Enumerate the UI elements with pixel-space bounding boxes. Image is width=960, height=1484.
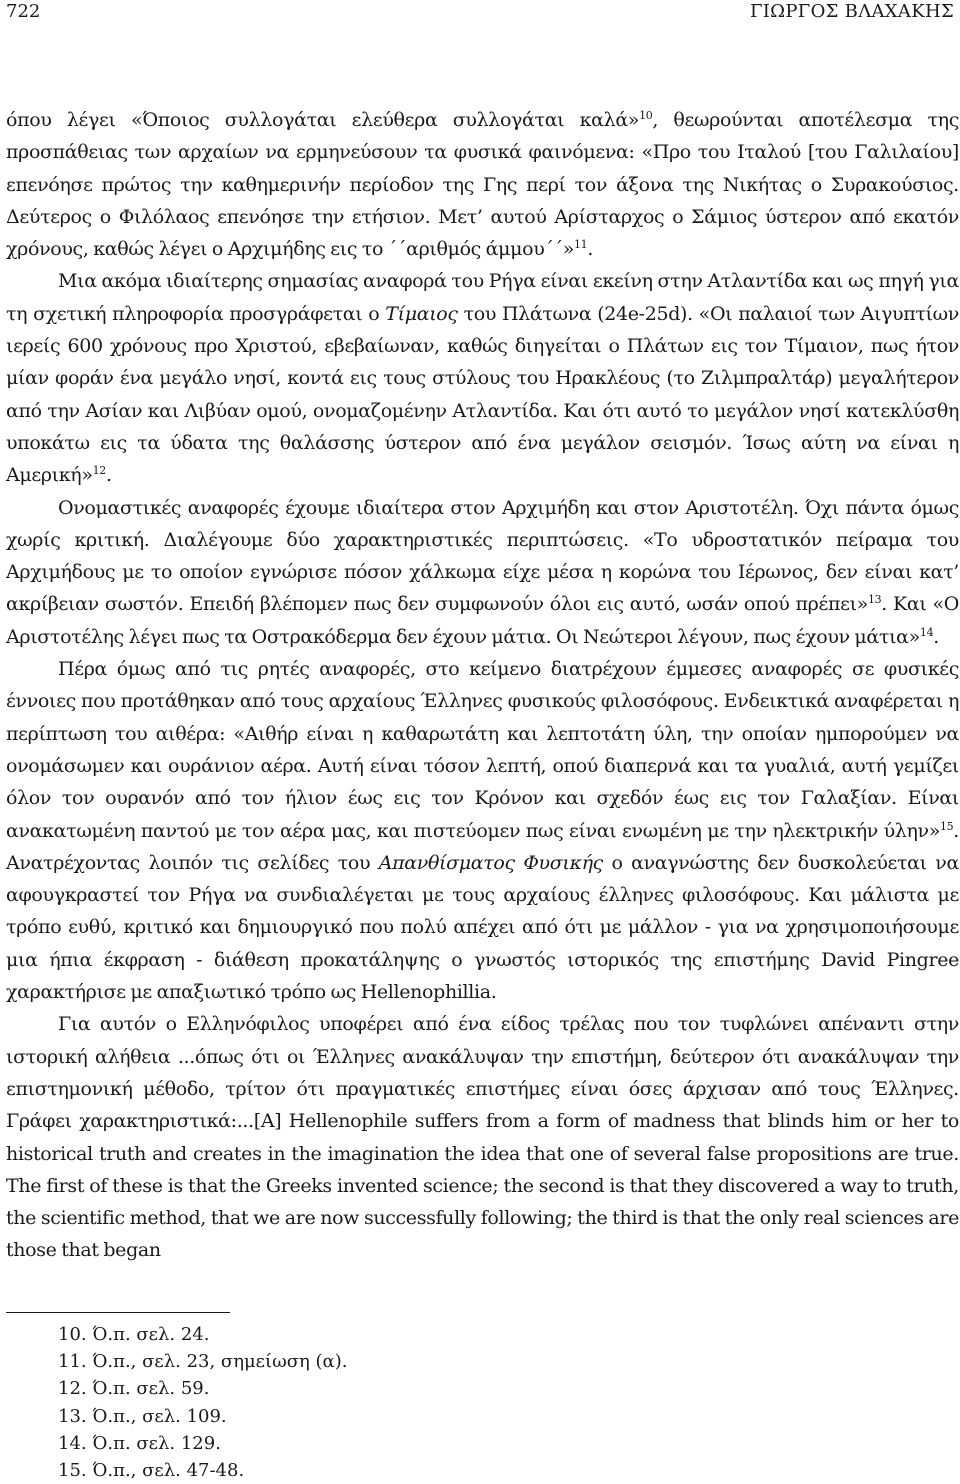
footnote: 12. Ό.π. σελ. 59. bbox=[58, 1378, 210, 1400]
footnote: 14. Ό.π. σελ. 129. bbox=[58, 1432, 221, 1454]
running-head-author: ΓΙΩΡΓΟΣ ΒΛΑΧΑΚΗΣ bbox=[749, 1, 954, 22]
footnote: 13. Ό.π., σελ. 109. bbox=[58, 1405, 227, 1427]
running-head bbox=[0, 0, 960, 24]
paragraph: Για αυτόν ο Ελληνόφιλος υποφέρει από ένα είδος τρέλας που τον τυφλώνει απέναντι στην ιστορική αλήθεια ...όπως ότι οι Έλληνες ανακάλυψαν την επιστήμη, δεύτερον ότι ανακάλυψαν την επιστημονική μέθοδο, τρίτον ότι πραγματικές επιστήμες είναι όσες άρχισαν από τους Έλληνες. Γράφει χαρακτηριστικά:...[A] Hellenophile suffers from a form of madness that blinds him or her to historical truth and creates in the imagination the idea that one of several false propositions are true. The first of these is that the Greeks invented science; the second is that they discovered a way to truth, the scientific method, that we are now successfully following; the third is that the only real sciences are those that began bbox=[6, 1013, 959, 1262]
footnote-ref[interactable]: 13 bbox=[867, 593, 882, 607]
work-title: Απανθίσματος Φυσικής bbox=[378, 851, 603, 874]
paragraph: Ονομαστικές αναφορές έχουμε ιδιαίτερα στον Αρχιμήδη και στον Αριστοτέλη. Όχι πάντα όμως χωρίς κριτική. Διαλέγουμε δύο χαρακτηριστικές περιπτώσεις. «Το υδροστατικόν πείραμα του Αρχιμήδους με το οποίον εγνώρισε πόσον χάλκωμα είχε μέσα η κορώνα του Ιέρωνος, δεν είναι κατ’ ακρίβειαν σωστόν. Επειδή βλέπομεν πως δεν συμφωνούν όλοι εις αυτό, ωσάν οπού πρέπει»$^{13}$. Και «Ο Αριστοτέλης λέγει πως τα Οστρακόδερμα δεν έχουν μάτια. Οι Νεώτεροι λέγουν, πως έχουν μάτια»$^{14}$. bbox=[6, 496, 960, 648]
page-number: 722 bbox=[6, 1, 41, 22]
paragraph: Μια ακόμα ιδιαίτερης σημασίας αναφορά του Ρήγα είναι εκείνη στην Ατλαντίδα και ως πηγή για τη σχετική πληροφορία προσγράφεται ο Τίμαιος του Πλάτωνα (24e-25d). «Οι παλαιοί των Αιγυπτίων ιερείς 600 χρόνους προ Χριστού, εβεβαίωναν, καθώς διηγείται ο Πλάτων εις τον Τίμαιον, πως ήτον μίαν φοράν ένα μεγάλο νησί, κοντά εις τους στύλους του Ηρακλέους (το Ζιλμπραλτάρ) μεγαλήτερον από την Ασίαν και Λιβύαν ομού, ονομαζομένην Ατλαντίδα. Και ότι αυτό το μεγάλον νησί κατεκλύσθη υποκάτω εις τα ύδατα της θαλάσσης ύστερον από ένα μεγάλον σεισμόν. Ίσως αύτη να είναι η Αμερική»$^{12}$. bbox=[6, 270, 960, 487]
work-title: Τίμαιος bbox=[385, 302, 458, 325]
footnote-ref[interactable]: 11 bbox=[574, 238, 588, 252]
footnote: 10. Ό.π. σελ. 24. bbox=[58, 1324, 210, 1345]
paragraph: όπου λέγει «Όποιος συλλογάται ελεύθερα συλλογάται καλά»$^{10}$, θεωρούνται αποτέλεσμα της προσπάθειας των αρχαίων να ερμηνεύσουν τα φυσικά φαινόμενα: «Προ του Ιταλού [του Γαλιλαίου] επενόησε πρώτος την καθημερινήν περίοδον της Γης περί τον άξονα της Νικήτας ο Συρακούσιος. Δεύτερος ο Φιλόλαος επενόησε την ετήσιον. Μετ’ αυτού Αρίσταρχος ο Σάμιος ύστερον από εκατόν χρόνους, καθώς λέγει ο Αρχιμήδης εις το ΄΄αριθμός άμμου΄΄»$^{11}$. bbox=[6, 109, 959, 261]
footnote-ref[interactable]: 14 bbox=[919, 625, 934, 639]
footnote-ref[interactable]: 15 bbox=[939, 819, 954, 833]
footnotes bbox=[58, 1321, 347, 1484]
body-text bbox=[6, 104, 959, 1267]
footnote-ref[interactable]: 10 bbox=[639, 109, 653, 122]
footnote-ref[interactable]: 12 bbox=[92, 464, 106, 478]
footnote: 15. Ό.π., σελ. 47-48. bbox=[58, 1460, 245, 1482]
footnote-separator bbox=[6, 1312, 230, 1313]
footnote: 11. Ό.π., σελ. 23, σημείωση (α). bbox=[58, 1351, 348, 1373]
paragraph: Πέρα όμως από τις ρητές αναφορές, στο κείμενο διατρέχουν έμμεσες αναφορές σε φυσικές έννοιες που προτάθηκαν από τους αρχαίους Έλληνες φυσικούς φιλοσόφους. Ενδεικτικά αναφέρεται η περίπτωση του αιθέρα: «Αιθήρ είναι η καθαρωτάτη και λεπτοτάτη ύλη, την οποίαν ημπορούμεν να ονομάσωμεν και ουράνιον αέρα. Αυτή είναι τόσον λεπτή, οπού διαπερνά και τα γυαλιά, αυτή γεμίζει όλον τον ουρανόν από τον ήλιον έως εις τον Κρόνον και σχεδόν έως εις τον Γαλαξίαν. Είναι ανακατωμένη παντού με τον αέρα μας, και πιστεύομεν πως είναι ενωμένη με την ηλεκτρικήν ύλην»$^{15}$. Ανατρέχοντας λοιπόν τις σελίδες του Απανθίσματος Φυσικής ο αναγνώστης δεν δυσκολεύεται να αφουγκραστεί τον Ρήγα να συνδιαλέγεται με τους αρχαίους έλληνες φιλοσόφους. Και μάλιστα με τρόπο ευθύ, κριτικό και δημιουργικό που πολύ απέχει από ότι με μάλλον - για να χρησιμοποιήσουμε μια ήπια έκφραση - διάθεση προκατάληψης ο γνωστός ιστορικός της επιστήμης David Pingree χαρακτήρισε με απαξιωτικό τρόπο ως Hellenophillia. bbox=[6, 658, 959, 1004]
